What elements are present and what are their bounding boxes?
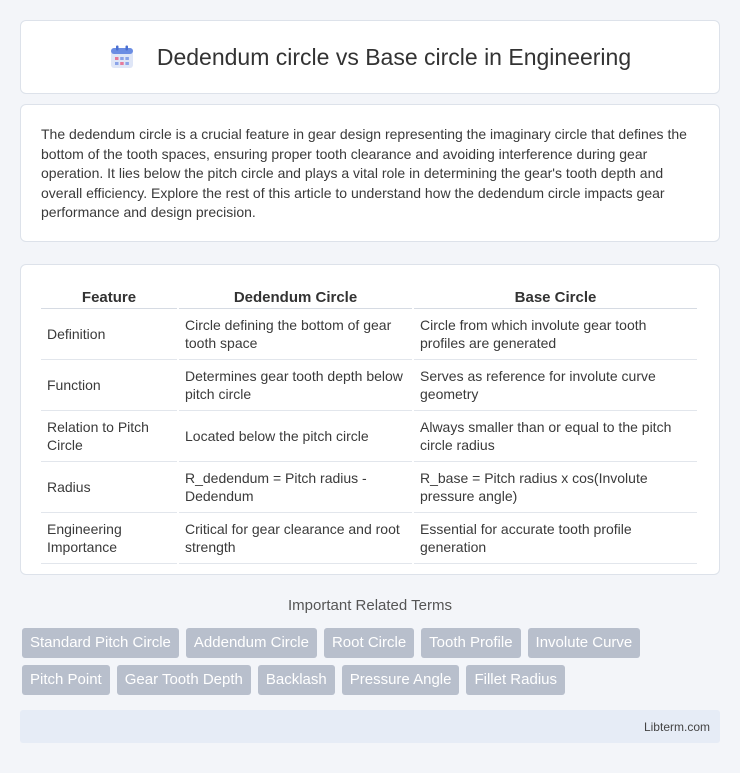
- column-header: Feature: [41, 283, 178, 309]
- table-row: [41, 411, 697, 462]
- comparison-card: [20, 264, 720, 575]
- intro-card: [20, 104, 720, 242]
- table-cell: Engineering Importance: [41, 513, 178, 564]
- table-cell: R_base = Pitch radius x cos(Involute pressure angle): [413, 462, 697, 513]
- table-row: [41, 309, 697, 360]
- table-cell: Relation to Pitch Circle: [41, 411, 178, 462]
- footer-site-link[interactable]: Libterm.com: [643, 719, 710, 734]
- column-header: Dedendum Circle: [178, 283, 413, 309]
- related-term-tag[interactable]: Involute Curve: [528, 628, 641, 658]
- related-term-tag[interactable]: Tooth Profile: [421, 628, 520, 658]
- related-term-tag[interactable]: Pitch Point: [22, 665, 110, 695]
- related-terms-title: Important Related Terms: [288, 597, 452, 614]
- table-header-row: [41, 283, 697, 309]
- intro-text: The dedendum circle is a crucial feature in gear design representing the imaginary circle that defines the bottom of the tooth spaces, ensuring proper tooth clearance and avoiding interference during gear operation. It lies below the pitch circle and plays a vital role in determining the gear's tooth depth and overall efficiency. Explore the rest of this article to understand how the dedendum circle impacts gear performance and design precision.: [41, 126, 687, 220]
- related-term-tag[interactable]: Backlash: [258, 665, 335, 695]
- related-term-tag[interactable]: Gear Tooth Depth: [117, 665, 251, 695]
- table-cell: Function: [41, 360, 178, 411]
- related-term-tag[interactable]: Addendum Circle: [186, 628, 317, 658]
- table-row: [41, 360, 697, 411]
- table-cell: Located below the pitch circle: [178, 411, 413, 462]
- calendar-icon: [109, 44, 135, 70]
- related-term-tag[interactable]: Fillet Radius: [466, 665, 565, 695]
- table-cell: Circle from which involute gear tooth profiles are generated: [413, 309, 697, 360]
- related-term-tag[interactable]: Standard Pitch Circle: [22, 628, 179, 658]
- header-card: [20, 20, 720, 94]
- table-cell: Determines gear tooth depth below pitch circle: [178, 360, 413, 411]
- table-cell: Serves as reference for involute curve geometry: [413, 360, 697, 411]
- table-cell: Circle defining the bottom of gear tooth space: [178, 309, 413, 360]
- related-terms-list: [22, 628, 722, 702]
- related-term-tag[interactable]: Root Circle: [324, 628, 414, 658]
- table-row: [41, 513, 697, 564]
- table-cell: Definition: [41, 309, 178, 360]
- table-cell: Always smaller than or equal to the pitch circle radius: [413, 411, 697, 462]
- comparison-table: [41, 283, 697, 564]
- table-cell: Critical for gear clearance and root strength: [178, 513, 413, 564]
- table-cell: Essential for accurate tooth profile generation: [413, 513, 697, 564]
- table-cell: R_dedendum = Pitch radius - Dedendum: [178, 462, 413, 513]
- page-title: Dedendum circle vs Base circle in Engineering: [156, 43, 632, 70]
- table-row: [41, 462, 697, 513]
- related-term-tag[interactable]: Pressure Angle: [342, 665, 460, 695]
- footer: [20, 710, 720, 743]
- table-cell: Radius: [41, 462, 178, 513]
- column-header: Base Circle: [413, 283, 697, 309]
